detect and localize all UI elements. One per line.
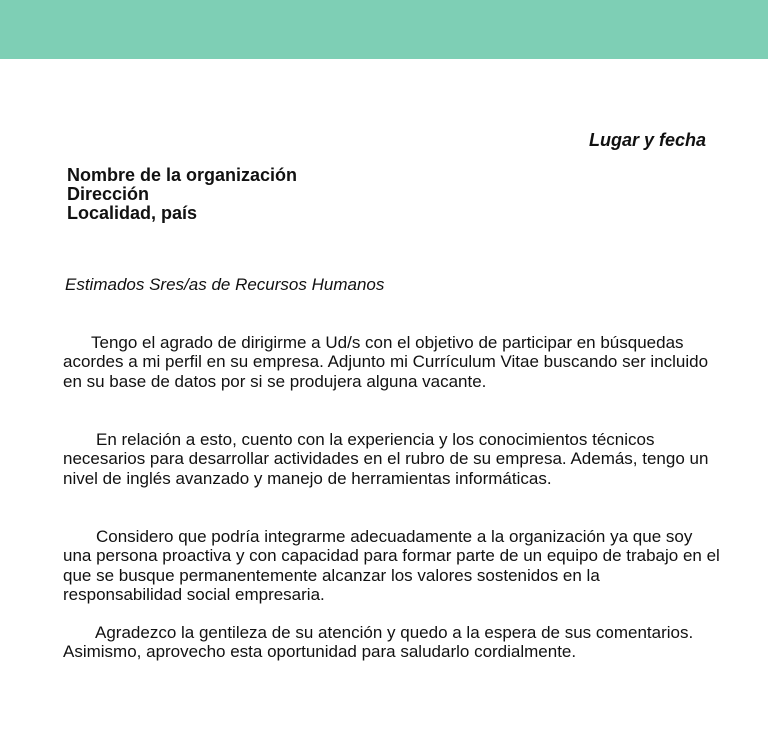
place-and-date: Lugar y fecha: [588, 130, 706, 150]
recipient-organization: Nombre de la organización: [67, 165, 298, 185]
recipient-location: Localidad, país: [67, 203, 198, 223]
recipient-address: Dirección: [67, 184, 150, 204]
letter-paragraph-3: Considero que podría integrarme adecuadamente a la organización ya que soy una persona proactiva y con capacidad para formar parte de un equipo de trabajo en el que se busque permanentemente alcanzar los valores sostenidos en la responsabilidad social empresaria.: [63, 527, 720, 604]
recipient-block: [67, 166, 297, 223]
letter-paragraph-2: En relación a esto, cuento con la experiencia y los conocimientos técnicos necesarios para desarrollar actividades en el rubro de su empresa. Además, tengo un nivel de inglés avanzado y manejo de herramientas informáticas.: [63, 430, 709, 488]
header-color-band: [0, 0, 768, 59]
letter-paragraph-1: Tengo el agrado de dirigirme a Ud/s con el objetivo de participar en búsquedas acordes a mi perfil en su empresa. Adjunto mi Currículum Vitae buscando ser incluido en su base de datos por si se produjera alguna vacante.: [63, 333, 709, 391]
salutation: Estimados Sres/as de Recursos Humanos: [65, 275, 385, 294]
letter-paragraph-4: Agradezco la gentileza de su atención y quedo a la espera de sus comentarios. Asimismo, aprovecho esta oportunidad para saludarlo cordialmente.: [63, 623, 694, 662]
